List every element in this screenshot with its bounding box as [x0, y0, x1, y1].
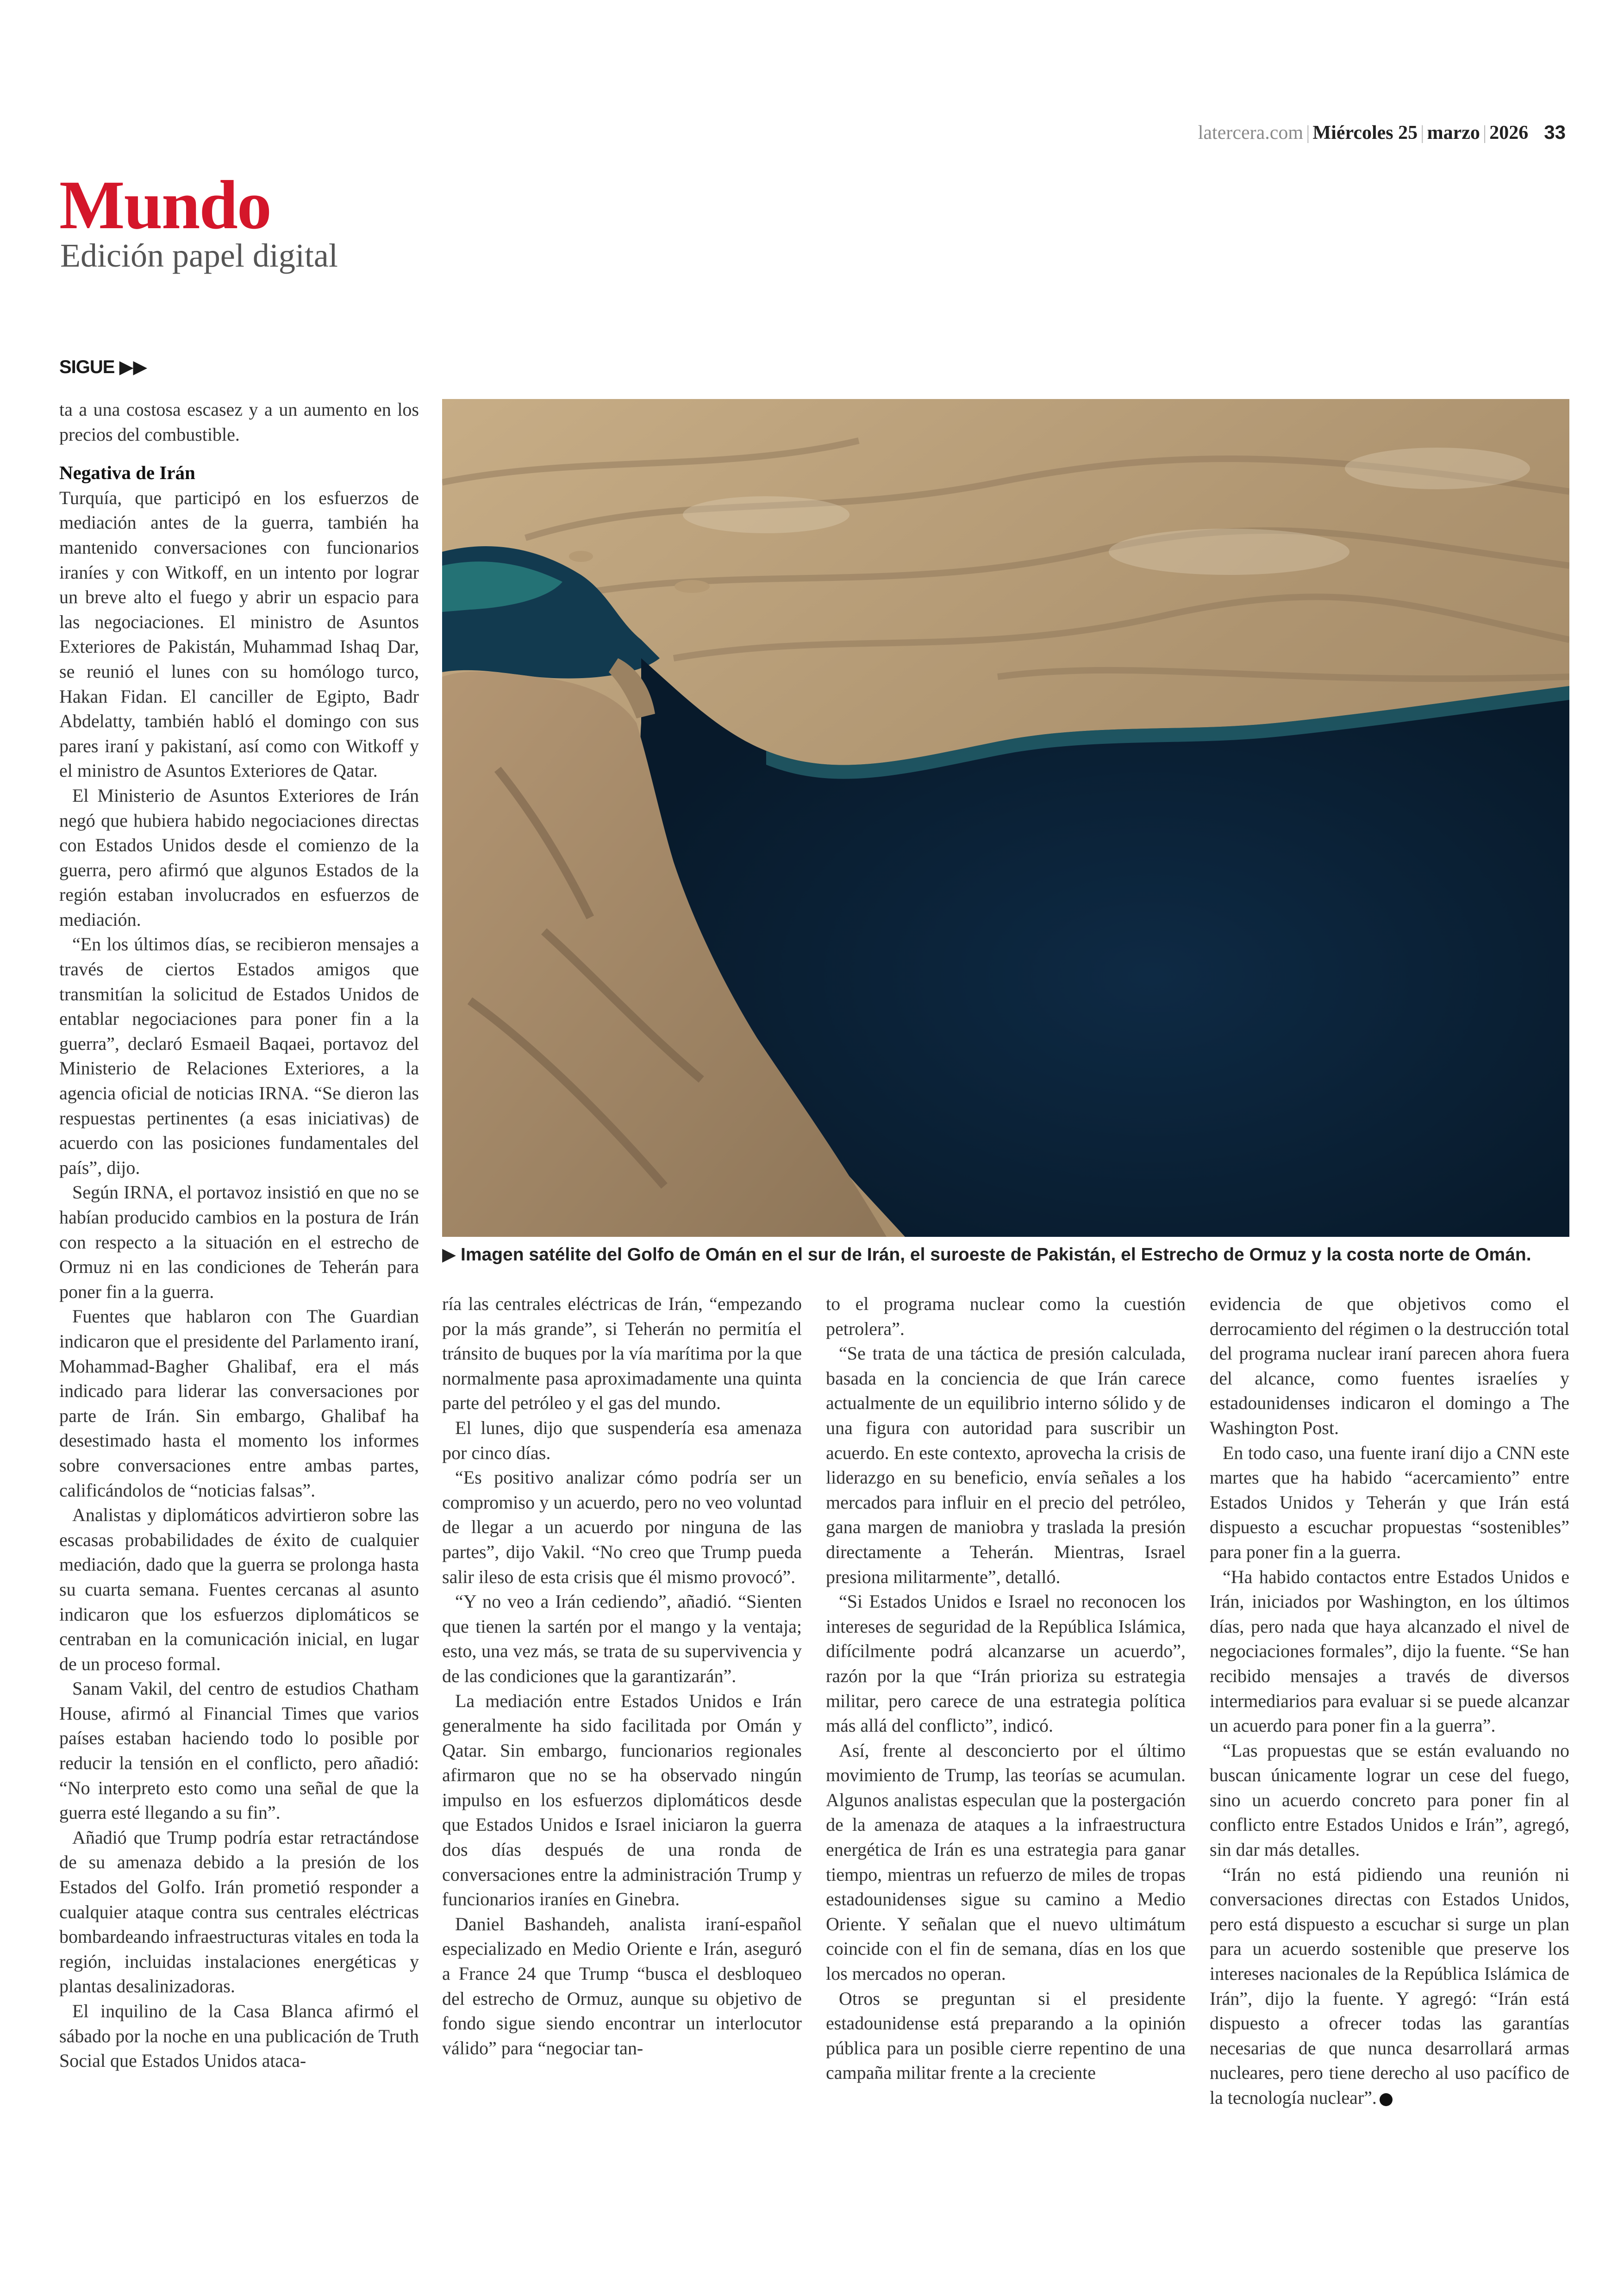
article-column-3 [826, 1291, 1186, 2085]
caption-arrow-icon: ▶ [442, 1245, 456, 1265]
paragraph: La mediación entre Estados Unidos e Irán generalmente ha sido facilitada por Omán y Qatar. Sin embargo, funcionarios regionales afirmaron que no se ha observado ningún impulso en los esfuerzos diplomáticos desde que Estados Unidos e Israel iniciaron la guerra dos días después de una ronda de conversaciones entre la administración Trump y funcionarios iraníes en Ginebra. [442, 1690, 802, 1910]
section-title: Mundo [59, 167, 271, 243]
paragraph: to el programa nuclear como la cuestión petrolera”. [826, 1293, 1186, 1339]
image-caption [442, 1244, 1569, 1265]
section-subtitle: Edición papel digital [60, 237, 338, 274]
paragraph: El Ministerio de Asuntos Exteriores de Irán negó que hubiera habido negociaciones directas con Estados Unidos desde el comienzo de la guerra, pero afirmó que algunos Estados de la región estaban involucrados en esfuerzos de mediación. [59, 785, 419, 930]
paragraph: Fuentes que hablaron con The Guardian indicaron que el presidente del Parlamento iraní, Mohammad-Bagher Ghalibaf, era el más indicado para liderar las conversaciones por parte de Irán. Sin embargo, Ghalibaf ha desestimado hasta el momento los informes sobre conversaciones entre ambas partes, calificándolos de “noticias falsas”. [59, 1306, 419, 1501]
paragraph: Según IRNA, el portavoz insistió en que no se habían producido cambios en la postura de Irán con respecto a la situación en el estrecho de Ormuz ni en las condiciones de Teherán para poner fin a la guerra. [59, 1182, 419, 1302]
paragraph: “Si Estados Unidos e Israel no reconocen los intereses de seguridad de la República Islámica, difícilmente podrá alcanzarse un acuerdo”, razón por la que “Irán prioriza su estrategia militar, pero carece de una estrategia política más allá del conflicto”, indicó. [826, 1591, 1186, 1736]
article-column-2 [442, 1291, 802, 2060]
paragraph: Así, frente al desconcierto por el último movimiento de Trump, las teorías se acumulan. Algunos analistas especulan que la postergación de la amenaza de ataques a la infraestructura energética de Irán es una estrategia para ganar tiempo, mientras un refuerzo de miles de tropas estadounidenses sigue su camino a Medio Oriente. Y señalan que el nuevo ultimátum coincide con el fin de semana, días en los que los mercados no operan. [826, 1740, 1186, 1984]
paragraph: “Las propuestas que se están evaluando no buscan únicamente lograr un cese del fuego, sino un acuerdo concreto para poner fin al conflicto entre Estados Unidos e Irán”, agregó, sin dar más detalles. [1210, 1740, 1569, 1860]
date-year: 2026 [1489, 122, 1529, 143]
paragraph: evidencia de que objetivos como el derrocamiento del régimen o la destrucción total del programa nuclear iraní parecen ahora fuera del alcance, como fuentes israelíes y estadounidenses indicaron el domingo a The Washington Post. [1210, 1293, 1569, 1438]
paragraph: Analistas y diplomáticos advirtieron sobre las escasas probabilidades de éxito de cualquier mediación, dado que la guerra se prolonga hasta su cuarta semana. Fuentes cercanas al asunto indicaron que los esfuerzos diplomáticos se centraban en la comunicación inicial, en lugar de un proceso formal. [59, 1504, 419, 1674]
satellite-photo-icon [442, 399, 1569, 1237]
paragraph: Daniel Bashandeh, analista iraní-español especializado en Medio Oriente e Irán, aseguró a France 24 que Trump “busca el desbloqueo del estrecho de Ormuz, aunque su objetivo de fondo sigue siendo encontrar un interlocutor válido” para “negociar tan- [442, 1913, 802, 2058]
continues-label: SIGUE ▶▶ [59, 357, 147, 377]
paragraph: Sanam Vakil, del centro de estudios Chatham House, afirmó al Financial Times que varios países estaban haciendo todo lo posible por reducir la tensión en el conflicto, pero añadió: “No interpreto esto como una señal de que la guerra esté llegando a su fin”. [59, 1678, 419, 1823]
paragraph: En todo caso, una fuente iraní dijo a CNN este martes que ha habido “acercamiento” entre Estados Unidos y Teherán y que Irán está dispuesto a escuchar propuestas “sostenibles” para poner fin a la guerra. [1210, 1442, 1569, 1562]
caption-text: Imagen satélite del Golfo de Omán en el sur de Irán, el suroeste de Pakistán, el Estrecho de Ormuz y la costa norte de Omán. [461, 1245, 1531, 1265]
end-of-article-icon [1380, 2093, 1393, 2106]
paragraph: ta a una costosa escasez y a un aumento en los precios del combustible. [59, 399, 419, 445]
date-month: marzo [1427, 122, 1480, 143]
page-folio: latercera.com | Miércoles 25 | marzo | 2026 33 [1198, 121, 1566, 143]
paragraph: El lunes, dijo que suspendería esa amenaza por cinco días. [442, 1417, 802, 1463]
site-name: latercera.com [1198, 122, 1304, 143]
article-subhead: Negativa de Irán [59, 462, 195, 484]
paragraph: “Se trata de una táctica de presión calculada, basada en la conciencia de que Irán carece actualmente de un equilibrio interno sólido y de una figura con autoridad para suscribir un acuerdo. En este contexto, aprovecha la crisis de liderazgo en su beneficio, envía señales a los mercados para influir en el precio del petróleo, gana margen de maniobra y traslada la presión directamente a Teherán. Mientras, Israel presiona militarmente”, detalló. [826, 1343, 1186, 1587]
paragraph: Turquía, que participó en los esfuerzos de mediación antes de la guerra, también ha mantenido conversaciones con funcionarios iraníes y con Witkoff, en un intento por lograr un breve alto el fuego y abrir un espacio para las negociaciones. El ministro de Asuntos Exteriores de Pakistán, Muhammad Ishaq Dar, se reunió el lunes con su homólogo turco, Hakan Fidan. El canciller de Egipto, Badr Abdelatty, también habló el domingo con sus pares iraní y pakistaní, así como con Witkoff y el ministro de Asuntos Exteriores de Qatar. [59, 487, 419, 781]
article-column-1 [59, 397, 419, 2073]
page-number: 33 [1544, 121, 1566, 143]
paragraph: ría las centrales eléctricas de Irán, “empezando por la más grande”, si Teherán no permitía el tránsito de buques por la vía marítima por la que normalmente pasa aproximadamente una quinta parte del petróleo y el gas del mundo. [442, 1293, 802, 1414]
paragraph: “En los últimos días, se recibieron mensajes a través de ciertos Estados amigos que transmitían la solicitud de Estados Unidos de entablar negociaciones para poner fin a la guerra”, declaró Esmaeil Baqaei, portavoz del Ministerio de Relaciones Exteriores, a la agencia oficial de noticias IRNA. “Se dieron las respuestas pertinentes (a esas iniciativas) de acuerdo con las posiciones fundamentales del país”, dijo. [59, 934, 419, 1178]
paragraph: El inquilino de la Casa Blanca afirmó el sábado por la noche en una publicación de Truth Social que Estados Unidos ataca- [59, 2001, 419, 2071]
paragraph: Otros se preguntan si el presidente estadounidense está preparando a la opinión pública para un posible cierre repentino de una campaña militar frente a la creciente [826, 1988, 1186, 2083]
paragraph: “Irán no está pidiendo una reunión ni conversaciones directas con Estados Unidos, pero está dispuesto a escuchar si surge un plan para un acuerdo sostenible que preserve los intereses nacionales de la República Islámica de Irán”, dijo la fuente. Y agregó: “Irán está dispuesto a ofrecer todas las garantías necesarias de que nunca desarrollará armas nucleares, pero tiene derecho al uso pacífico de la tecnología nuclear”. [1210, 1864, 1569, 2108]
satellite-image [442, 399, 1569, 1237]
date-day: Miércoles 25 [1312, 122, 1418, 143]
paragraph: “Ha habido contactos entre Estados Unidos e Irán, iniciados por Washington, en los últimos días, pero nada que haya alcanzado el nivel de negociaciones formales”, dijo la fuente. “Se han recibido mensajes a través de diversos intermediarios para evaluar si se puede alcanzar un acuerdo para poner fin a la guerra”. [1210, 1566, 1569, 1736]
paragraph: “Y no veo a Irán cediendo”, añadió. “Sienten que tienen la sartén por el mango y la ventaja; esto, una vez más, se trata de su supervivencia y de las condiciones que la garantizarán”. [442, 1591, 802, 1686]
article-column-4 [1210, 1291, 1569, 2110]
paragraph: “Es positivo analizar cómo podría ser un compromiso y un acuerdo, pero no veo voluntad de llegar a un acuerdo por ninguna de las partes”, dijo Vakil. “No creo que Trump pueda salir ileso de esta crisis que él mismo provocó”. [442, 1467, 802, 1587]
paragraph: Añadió que Trump podría estar retractándose de su amenaza debido a la presión de los Estados del Golfo. Irán prometió responder a cualquier ataque contra sus centrales eléctricas bombardeando infraestructuras vitales en toda la región, incluidas instalaciones energéticas y plantas desalinizadoras. [59, 1827, 419, 1997]
